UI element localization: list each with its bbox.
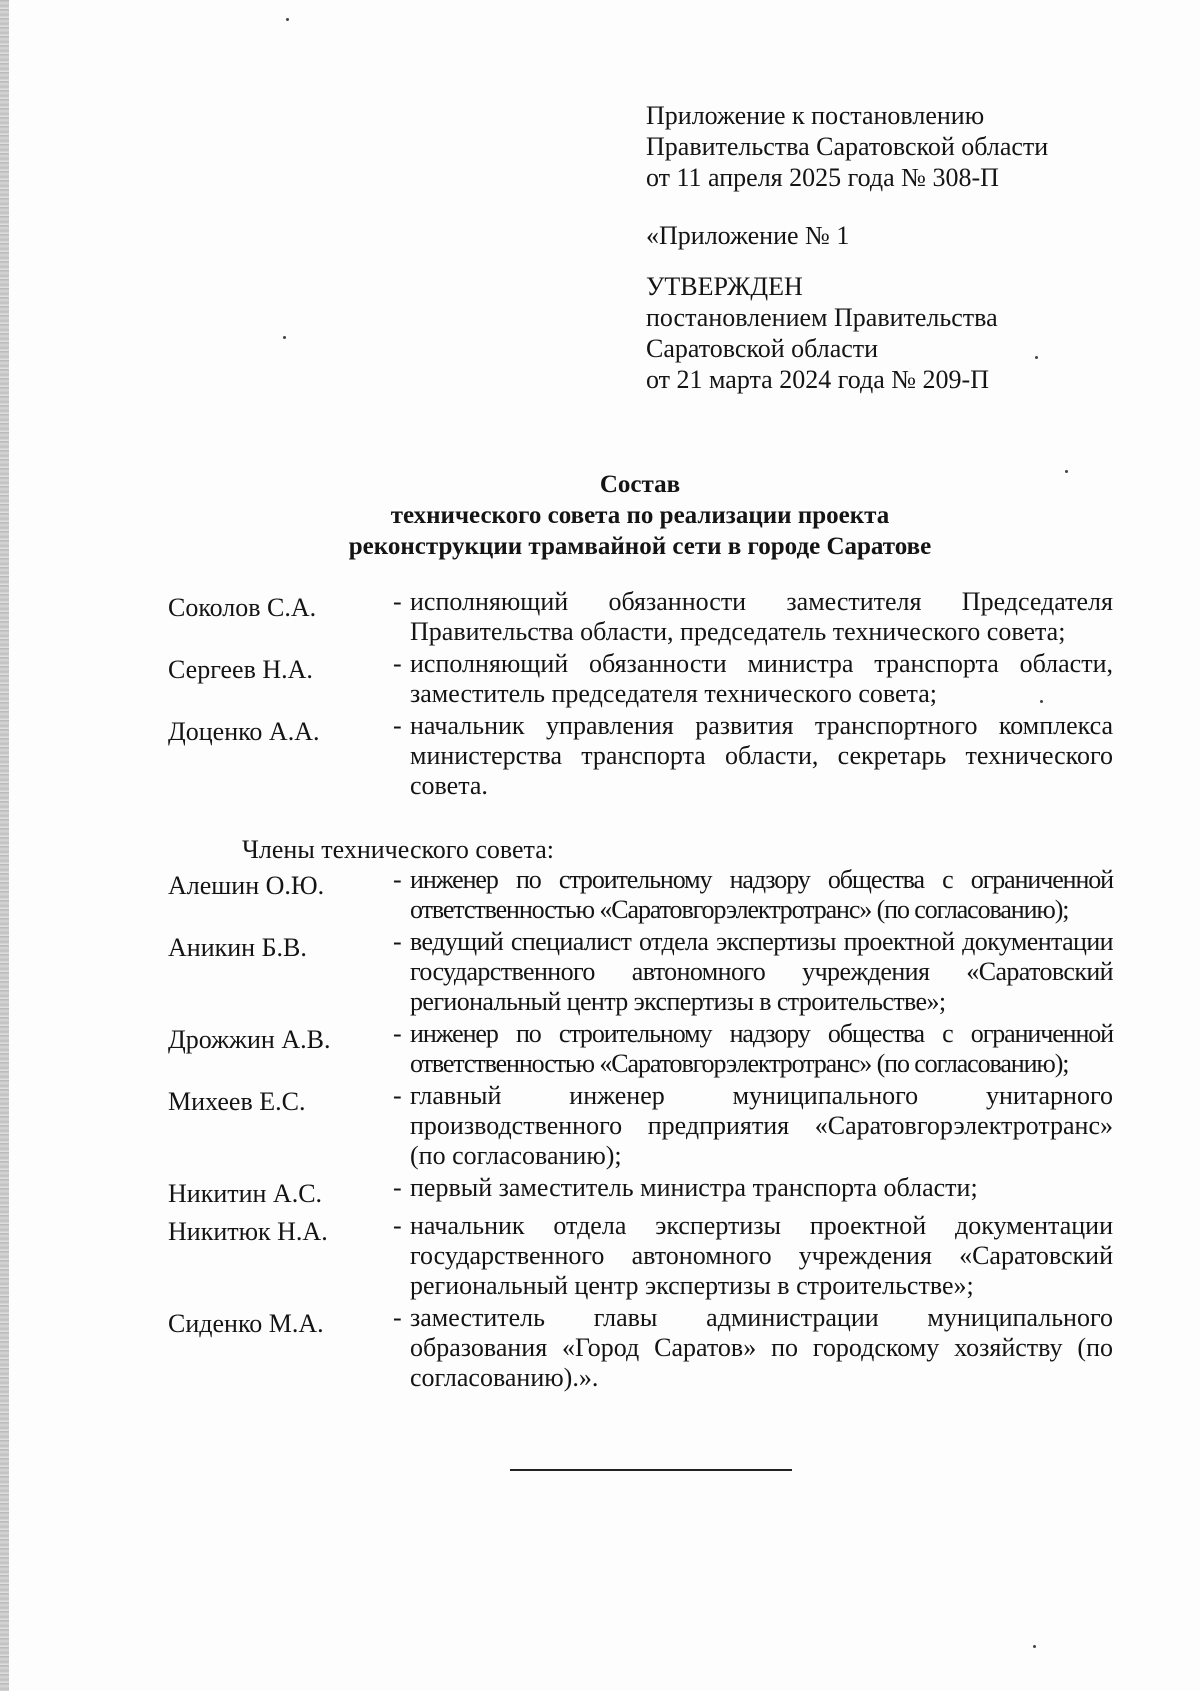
member-name: Никитин А.С. [168, 1179, 323, 1208]
member-dash: - [393, 587, 402, 616]
closing-rule [510, 1469, 792, 1471]
member-position: инженер по строительному надзору общества с ограниченной ответственностью «Саратовгорэлектротранс» (по согласованию); [410, 1019, 1113, 1078]
appendix-line-3: от 11 апреля 2025 года № 308-П [646, 163, 999, 192]
member-name: Алешин О.Ю. [168, 871, 325, 900]
member-position: начальник управления развития транспортного комплекса министерства транспорта области, секретарь технического совета. [410, 711, 1113, 800]
scan-speck [1035, 356, 1038, 359]
member-name: Сергеев Н.А. [168, 655, 313, 684]
list-item [168, 1303, 1113, 1393]
list-item [168, 1211, 1113, 1301]
member-name: Никитюк Н.А. [168, 1217, 328, 1246]
member-name: Аникин Б.В. [168, 933, 307, 962]
council-composition [168, 587, 1113, 1395]
document-title [0, 469, 1200, 562]
member-dash: - [393, 1303, 402, 1332]
scan-speck [283, 336, 286, 339]
member-position: исполняющий обязанности заместителя Председателя Правительства области, председатель технического совета; [410, 587, 1113, 646]
member-name: Сиденко М.А. [168, 1309, 324, 1338]
scan-speck [1040, 700, 1043, 703]
member-dash: - [393, 927, 402, 956]
approved-line-2: Саратовской области [646, 334, 879, 363]
member-position: исполняющий обязанности министра транспорта области, заместитель председателя технического совета; [410, 649, 1113, 708]
approved-line-3: от 21 марта 2024 года № 209-П [646, 365, 989, 394]
member-name: Дрожжин А.В. [168, 1025, 331, 1054]
member-position: ведущий специалист отдела экспертизы проектной документации государственного автономного учреждения «Саратовский региональный центр экспертизы в строительстве»; [410, 927, 1113, 1016]
approved-label: УТВЕРЖДЕН [646, 272, 803, 301]
member-position: инженер по строительному надзору общества с ограниченной ответственностью «Саратовгорэлектротранс» (по согласованию); [410, 865, 1113, 924]
member-position: главный инженер муниципального унитарного производственного предприятия «Саратовгорэлектротранс» (по согласованию); [410, 1081, 1113, 1170]
member-name: Михеев Е.С. [168, 1087, 306, 1116]
member-dash: - [393, 1019, 402, 1048]
members-heading: Члены технического совета: [242, 835, 554, 864]
appendix-number: «Приложение № 1 [646, 221, 850, 250]
title-line-3: реконструкции трамвайной сети в городе Саратове [348, 533, 932, 560]
list-item [168, 1019, 1113, 1079]
member-dash: - [393, 1081, 402, 1110]
list-item [168, 711, 1113, 801]
member-dash: - [393, 649, 402, 678]
appendix-header [646, 100, 1126, 395]
member-dash: - [393, 1173, 402, 1202]
scan-speck [1033, 1645, 1036, 1648]
appendix-line-1: Приложение к постановлению [646, 101, 985, 130]
list-item [168, 1173, 1113, 1209]
list-item [168, 649, 1113, 709]
title-line-1: Состав [599, 471, 681, 498]
member-dash: - [393, 1211, 402, 1240]
list-item [168, 865, 1113, 925]
approved-line-1: постановлением Правительства [646, 303, 998, 332]
member-position: начальник отдела экспертизы проектной документации государственного автономного учреждения «Саратовский региональный центр экспертизы в строительстве»; [410, 1211, 1113, 1300]
member-position: заместитель главы администрации муниципального образования «Город Саратов» по городскому хозяйству (по согласованию).». [410, 1303, 1113, 1392]
member-dash: - [393, 711, 402, 740]
scan-speck [286, 18, 289, 21]
scan-speck [1065, 470, 1068, 473]
list-item [168, 927, 1113, 1017]
title-line-2: технического совета по реализации проекта [390, 502, 890, 529]
list-item [168, 587, 1113, 647]
appendix-line-2: Правительства Саратовской области [646, 132, 1049, 161]
member-dash: - [393, 865, 402, 894]
scan-edge-shadow [0, 0, 9, 1691]
member-name: Доценко А.А. [168, 717, 320, 746]
member-name: Соколов С.А. [168, 593, 317, 622]
member-position: первый заместитель министра транспорта области; [410, 1173, 978, 1202]
list-item [168, 1081, 1113, 1171]
